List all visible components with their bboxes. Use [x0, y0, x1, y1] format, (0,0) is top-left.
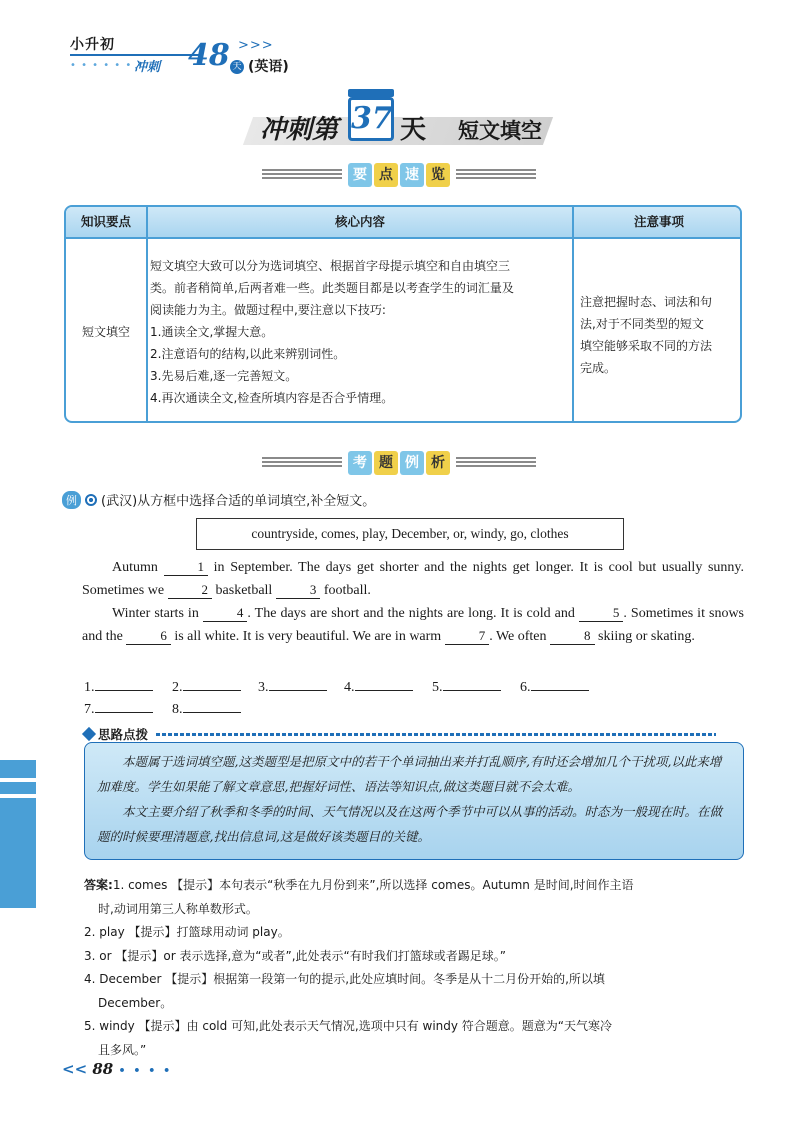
- blank-2: 2: [168, 582, 213, 599]
- answer-line-5[interactable]: [432, 677, 501, 696]
- notes-line: 注意把握时态、词法和句: [580, 295, 713, 309]
- tip-icon: [82, 727, 96, 741]
- answer-number: 7.: [84, 702, 95, 717]
- tip-heading: [84, 725, 716, 743]
- table-header-content: 核心内容: [148, 207, 572, 237]
- day-number: 37: [348, 97, 394, 141]
- answer-line-7[interactable]: [84, 699, 153, 718]
- page-number: 88: [92, 1060, 114, 1078]
- side-tab-block: [0, 798, 36, 908]
- chongci-label: 冲刺: [134, 60, 161, 75]
- banner-char: 速: [400, 163, 424, 187]
- table-cell-notes: [580, 291, 740, 379]
- answer-text: 1. comes 【提示】本句表示“秋季在九月份到来”,所以选择 comes。Autumn 是时间,时间作主语: [112, 878, 634, 892]
- passage-text: football.: [320, 583, 371, 598]
- table-cell-point: 短文填空: [81, 324, 130, 339]
- answer-blank[interactable]: [443, 677, 501, 691]
- table-header-divider: [66, 237, 740, 239]
- blank-6: 6: [126, 628, 171, 645]
- page-footer: [62, 1060, 172, 1078]
- content-line: 类。前者稍简单,后两者难一些。此类题目都是以考查学生的词汇量及: [150, 281, 514, 295]
- table-cell-content: [150, 255, 570, 409]
- banner-char: 考: [348, 451, 372, 475]
- passage-text: skiing or skating.: [594, 629, 695, 644]
- banner-stripes-left: [262, 457, 342, 469]
- answer-4: 4. December 【提示】根据第一段第一句的提示,此处应填时间。冬季是从十二月份开始的,所以填: [84, 972, 605, 986]
- side-tab-stripe: [0, 782, 36, 794]
- passage-text: Autumn: [112, 560, 164, 575]
- table-col-divider: [146, 207, 148, 421]
- answer-4-cont: December。: [98, 995, 173, 1010]
- answer-blank[interactable]: [95, 699, 153, 713]
- banner-char: 览: [426, 163, 450, 187]
- passage-text: . We often: [489, 629, 551, 644]
- answer-number: 3.: [258, 680, 269, 695]
- notes-line: 法,对于不同类型的短文: [580, 317, 704, 331]
- footer-arrows: <<: [62, 1060, 88, 1078]
- content-line: 短文填空大致可以分为选词填空、根据首字母提示填空和自由填空三: [150, 259, 511, 273]
- passage-paragraph-1: [82, 556, 744, 602]
- content-line: 3.先易后难,逐一完善短文。: [150, 369, 298, 383]
- answer-line-4[interactable]: [344, 677, 413, 696]
- banner-char: 题: [374, 451, 398, 475]
- key-points-table: [64, 205, 742, 423]
- banner-char: 点: [374, 163, 398, 187]
- tip-paragraph: 本文主要介绍了秋季和冬季的时间、天气情况以及在这两个季节中可以从事的活动。时态为一般现在时。在做题的时候要理清题意,找出信息词,这是做好该类题目的关键。: [97, 804, 723, 844]
- passage-text: Winter starts in: [112, 606, 203, 621]
- answer-line-6[interactable]: [520, 677, 589, 696]
- blank-3: 3: [276, 582, 321, 599]
- title-suffix: 天: [400, 115, 427, 145]
- header-dots: • • • • • • •: [70, 60, 144, 71]
- passage-text: basketball: [212, 583, 276, 598]
- passage-text: in September. The days get shorter and the nights get longer. It is cool but usually sunny. Sometimes we: [82, 560, 744, 598]
- answer-number: 2.: [172, 680, 183, 695]
- answer-1-cont: 时,动词用第三人称单数形式。: [98, 901, 258, 916]
- passage-paragraph-2: [82, 602, 744, 648]
- answer-1: [84, 874, 748, 898]
- section-banner-examples: [262, 448, 536, 478]
- banner-char: 析: [426, 451, 450, 475]
- topic-title: 短文填空: [458, 119, 542, 143]
- tip-paragraph: 本题属于选词填空题,这类题型是把原文中的若干个单词抽出来并打乱顺序,有时还会增加几个干扰项,以此来增加难度。学生如果能了解文章意思,把握好词性、语法等知识点,做这类题目就不会太难。: [97, 754, 722, 794]
- answer-line-1[interactable]: [84, 677, 153, 696]
- answer-label: 答案:: [84, 878, 113, 892]
- answer-line-3[interactable]: [258, 677, 327, 696]
- answer-number: 6.: [520, 680, 531, 695]
- section-banner-overview: [262, 160, 536, 190]
- answer-3: 3. or 【提示】or 表示选择,意为“或者”,此处表示“有时我们打篮球或者踢足球。”: [84, 948, 506, 963]
- answer-key: [84, 874, 748, 1062]
- answer-blank[interactable]: [95, 677, 153, 691]
- blank-5: 5: [579, 605, 624, 622]
- subject-label: (英语): [248, 59, 289, 75]
- answer-number: 8.: [172, 702, 183, 717]
- table-header-notes: 注意事项: [574, 207, 742, 237]
- notes-line: 完成。: [580, 361, 617, 375]
- side-tab: [0, 760, 36, 908]
- content-line: 2.注意语句的结构,以此来辨别词性。: [150, 347, 346, 361]
- page-header: [70, 34, 330, 80]
- blank-1: 1: [164, 559, 209, 576]
- answer-blank[interactable]: [183, 699, 241, 713]
- tip-heading-text: 思路点拨: [98, 727, 149, 742]
- answer-5: 5. windy 【提示】由 cold 可知,此处表示天气情况,选项中只有 windy 符合题意。题意为“天气寒冷: [84, 1019, 613, 1033]
- side-tab-stripe: [0, 760, 36, 778]
- table-col-divider: [572, 207, 574, 421]
- answer-blank[interactable]: [269, 677, 327, 691]
- table-header-point: 知识要点: [66, 207, 146, 237]
- title-prefix: 冲刺第: [260, 115, 339, 145]
- banner-stripes-right: [456, 457, 536, 469]
- answer-line-8[interactable]: [172, 699, 241, 718]
- answer-blank[interactable]: [355, 677, 413, 691]
- banner-stripes-left: [262, 169, 342, 181]
- answer-5-cont: 且多风。”: [98, 1042, 147, 1057]
- passage-text: . The days are short and the nights are long. It is cold and: [247, 606, 579, 621]
- day-title: [248, 95, 568, 145]
- banner-stripes-right: [456, 169, 536, 181]
- answer-blank[interactable]: [183, 677, 241, 691]
- answer-2: 2. play 【提示】打篮球用动词 play。: [84, 925, 290, 939]
- content-line: 1.通读全文,掌握大意。: [150, 325, 274, 339]
- blank-4: 4: [203, 605, 248, 622]
- tian-badge: 天: [230, 60, 244, 74]
- blank-8: 8: [550, 628, 595, 645]
- calendar-ring: [348, 89, 394, 97]
- tip-heading-rule: [156, 733, 716, 736]
- blank-7: 7: [445, 628, 490, 645]
- example-text: (武汉)从方框中选择合适的单词填空,补全短文。: [101, 494, 376, 509]
- answer-number: 1.: [84, 680, 95, 695]
- example-badge: 例: [62, 491, 81, 509]
- header-arrows: >>>: [238, 38, 274, 53]
- passage-text: . Sometimes it snows and the: [82, 606, 745, 644]
- series-label: 小升初: [70, 37, 115, 53]
- word-bank-box: countryside, comes, play, December, or, windy, go, clothes: [196, 518, 624, 550]
- example-prompt: [62, 490, 375, 509]
- answer-blank[interactable]: [531, 677, 589, 691]
- notes-line: 填空能够采取不同的方法: [580, 339, 713, 353]
- content-line: 阅读能力为主。做题过程中,要注意以下技巧:: [150, 303, 386, 317]
- target-icon: [85, 494, 97, 506]
- days-count: 48: [188, 38, 230, 73]
- banner-char: 要: [348, 163, 372, 187]
- tip-box: [84, 742, 744, 860]
- passage-text: is all white. It is very beautiful. We are in warm: [170, 629, 445, 644]
- answer-number: 5.: [432, 680, 443, 695]
- footer-dots: • • • •: [118, 1064, 173, 1077]
- answer-number: 4.: [344, 680, 355, 695]
- answer-line-2[interactable]: [172, 677, 241, 696]
- banner-char: 例: [400, 451, 424, 475]
- content-line: 4.再次通读全文,检查所填内容是否合乎情理。: [150, 391, 394, 405]
